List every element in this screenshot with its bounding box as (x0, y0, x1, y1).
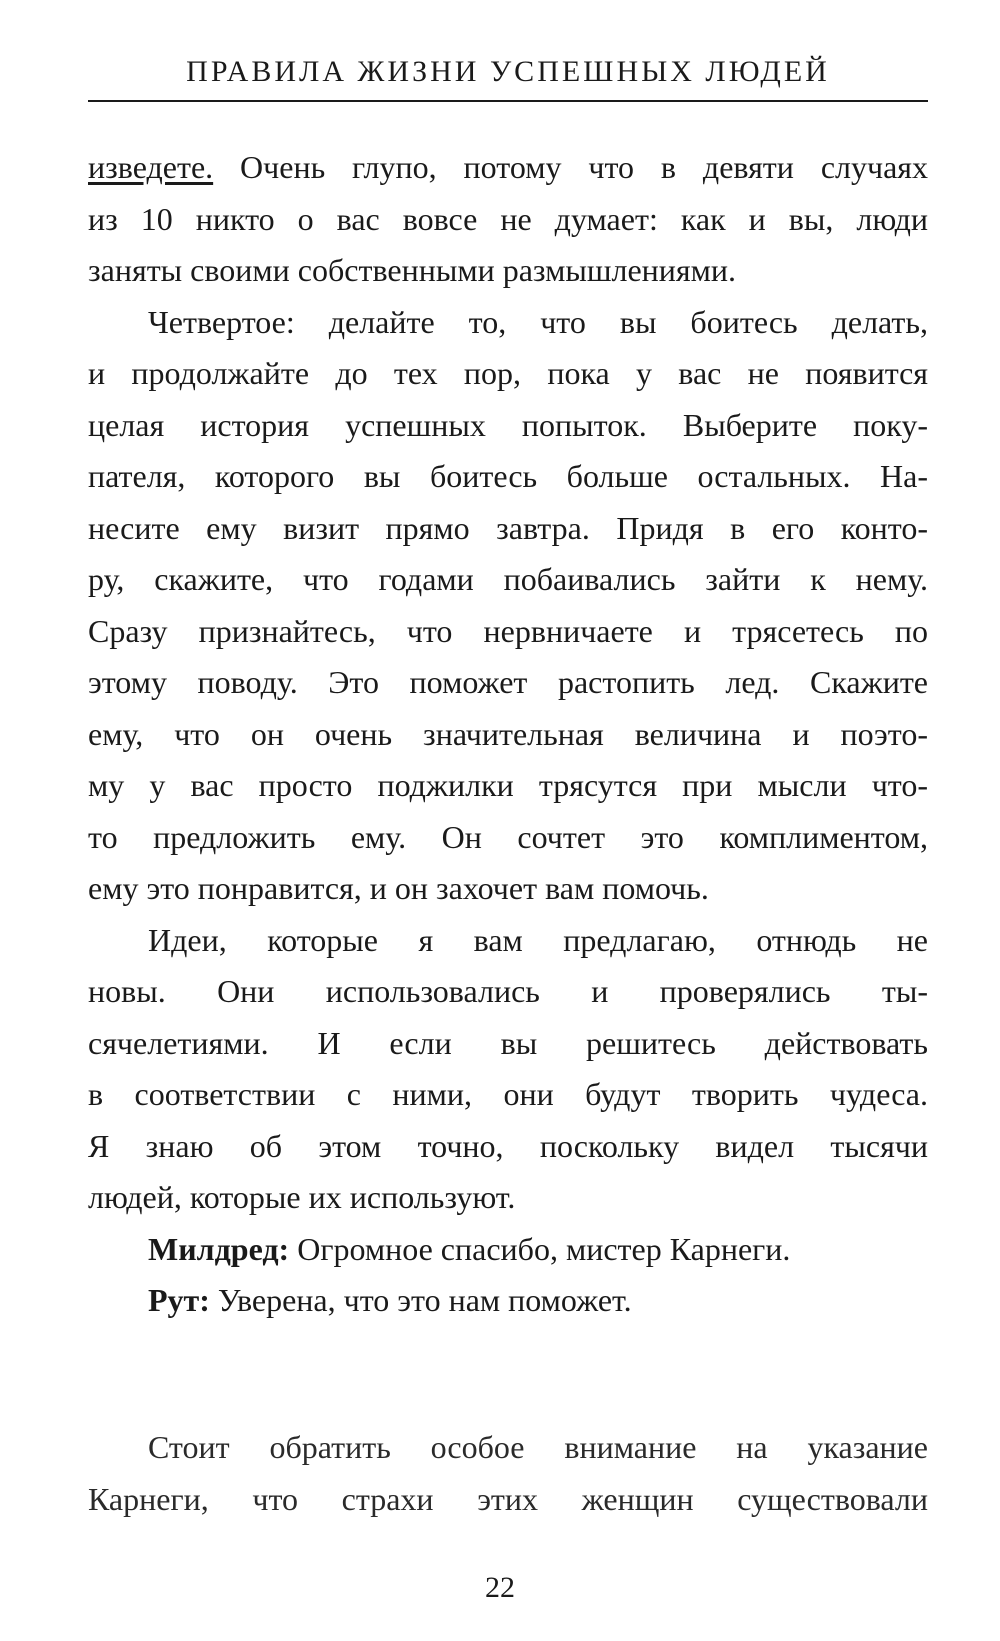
dialog-text: Уверена, что это нам поможет. (209, 1282, 632, 1318)
dialog-line (88, 1224, 928, 1276)
paragraph-2 (88, 297, 928, 915)
text-line: заняты своими собственными размышлениями. (88, 252, 736, 288)
text-line: Четвертое: делайте то, что вы боитесь делать, (148, 303, 928, 340)
underlined-word: изведете. (88, 149, 214, 185)
text-line: ему, что он очень значительная величина и поэто- (88, 715, 928, 752)
header-rule (88, 100, 928, 102)
text-line: то предложить ему. Он сочтет это комплиментом, (88, 818, 928, 855)
text-line: Идеи, которые я вам предлагаю, отнюдь не (148, 921, 928, 958)
text-line: целая история успешных попыток. Выберите поку- (88, 406, 928, 443)
dialog-text: Огромное спасибо, мистер Карнеги. (289, 1230, 791, 1267)
text-line: несите ему визит прямо завтра. Придя в его конто- (88, 509, 928, 546)
dialog-line (88, 1275, 928, 1327)
text-line: Я знаю об этом точно, поскольку видел тысячи (88, 1127, 928, 1164)
text-line: ему это понравится, и он захочет вам помочь. (88, 870, 709, 906)
running-header: ПРАВИЛА ЖИЗНИ УСПЕШНЫХ ЛЮДЕЙ (186, 55, 830, 88)
speaker-name: Рут: (148, 1282, 210, 1318)
text-line: в соответствии с ними, они будут творить чудеса. (88, 1076, 928, 1112)
paragraph-1 (88, 142, 928, 297)
text-line: и продолжайте до тех пор, пока у вас не появится (88, 355, 928, 391)
text-line: му у вас просто поджилки трясутся при мысли что- (88, 767, 928, 803)
main-text (88, 142, 928, 1327)
text-line: ру, скажите, что годами побаивались зайти к нему. (88, 561, 928, 597)
speaker-name: Милдред: (148, 1230, 290, 1267)
page-number: 22 (485, 1571, 515, 1604)
text-span: Очень глупо, потому что в девяти случаях (213, 149, 928, 185)
dialog (88, 1224, 928, 1327)
paragraph-3 (88, 915, 928, 1224)
text-line (88, 142, 928, 194)
text-line: Карнеги, что страхи этих женщин существовали (88, 1480, 928, 1517)
text-line: пателя, которого вы боитесь больше остальных. На- (88, 458, 928, 494)
text-line: этому поводу. Это поможет растопить лед. Скажите (88, 664, 928, 700)
text-line: новы. Они использовались и проверялись ты- (88, 973, 928, 1009)
text-line: Сразу признайтесь, что нервничаете и трясетесь по (88, 612, 928, 649)
text-line: людей, которые их используют. (88, 1179, 516, 1215)
text-line: Стоит обратить особое внимание на указание (148, 1429, 928, 1465)
text-line: сячелетиями. И если вы решитесь действовать (88, 1024, 928, 1061)
commentary (88, 1422, 928, 1525)
text-line: из 10 никто о вас вовсе не думает: как и вы, люди (88, 200, 928, 237)
